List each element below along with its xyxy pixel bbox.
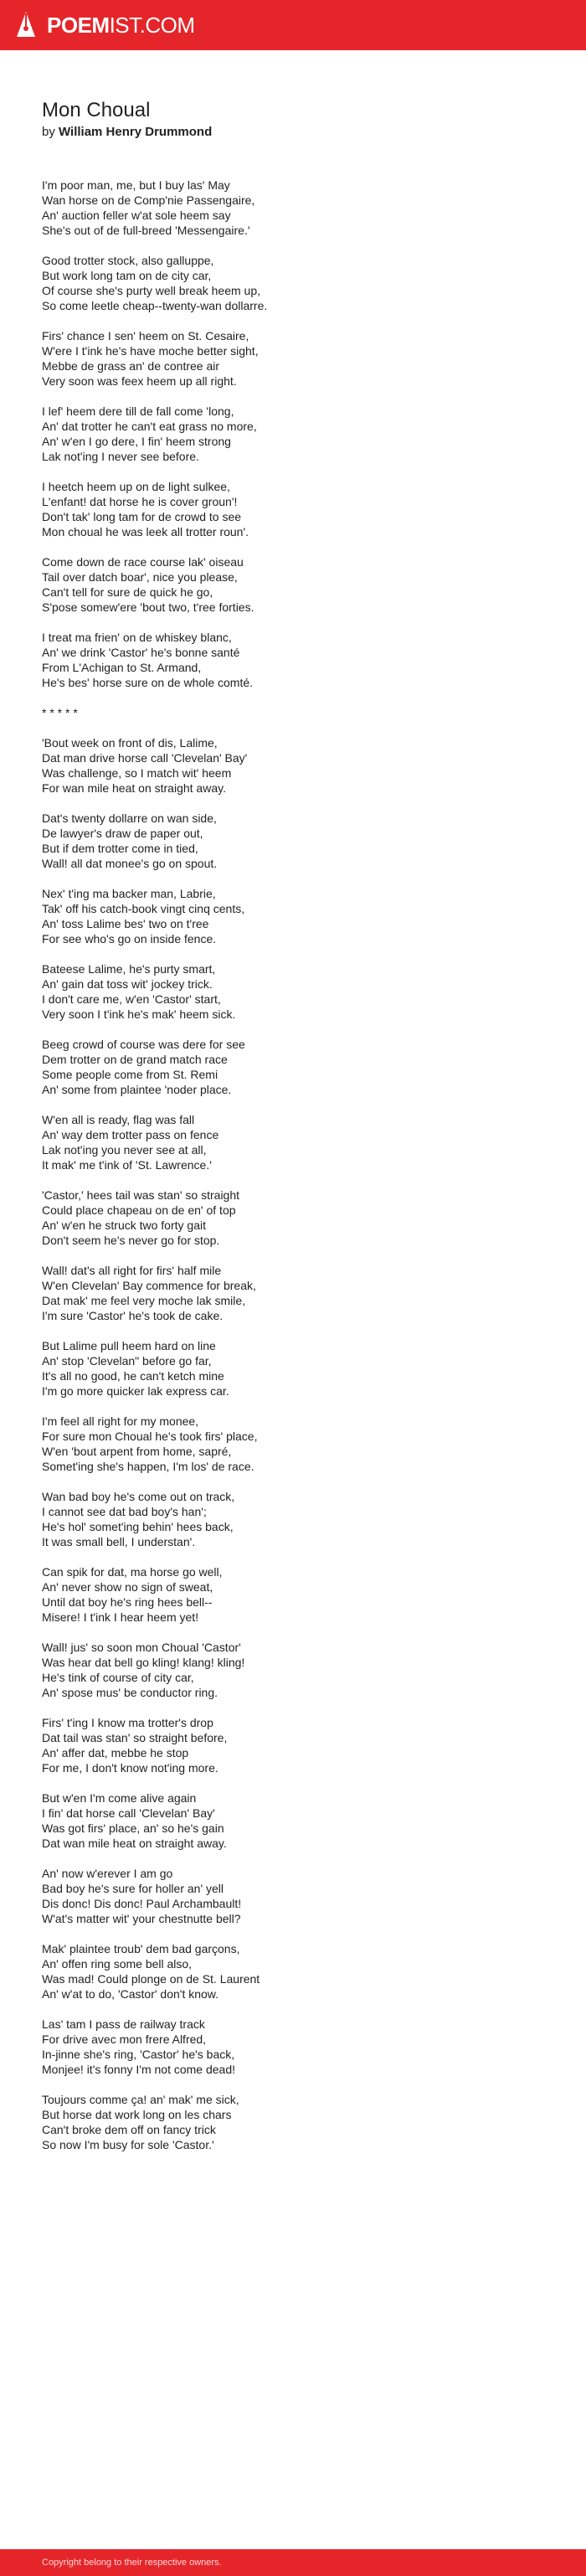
poem-line: I don't care me, w'en 'Castor' start,: [42, 992, 221, 1006]
poem-line: From L'Achigan to St. Armand,: [42, 661, 202, 674]
poem-line: Toujours comme ça! an' mak' me sick,: [42, 2093, 239, 2106]
poem-line: Bateese Lalime, he's purty smart,: [42, 962, 216, 976]
poem-line: Can spik for dat, ma horse go well,: [42, 1565, 223, 1579]
poem-line: In-jinne she's ring, 'Castor' he's back,: [42, 2048, 235, 2061]
poem-line: Good trotter stock, also galluppe,: [42, 254, 214, 267]
poem-line: Wan horse on de Comp'nie Passengaire,: [42, 193, 255, 207]
poem-line: Beeg crowd of course was dere for see: [42, 1038, 245, 1051]
poem-line: An' gain dat toss wit' jockey trick.: [42, 977, 213, 991]
poem-line: Don't tak' long tam for de crowd to see: [42, 510, 242, 523]
poem-line: Was got firs' place, an' so he's gain: [42, 1821, 224, 1835]
poem-line: Mon choual he was leek all trotter roun'.: [42, 525, 249, 538]
stanza: [42, 178, 561, 238]
poem-line: I heetch heem up on de light sulkee,: [42, 480, 230, 493]
poem-line: 'Castor,' hees tail was stan' so straight: [42, 1188, 240, 1202]
poem-line: I treat ma frien' on de whiskey blanc,: [42, 631, 232, 644]
poem-line: An' spose mus' be conductor ring.: [42, 1686, 218, 1699]
site-footer: [0, 2549, 586, 2576]
poem-line: De lawyer's draw de paper out,: [42, 827, 203, 840]
byline-prefix: by: [42, 125, 55, 139]
poem-line: Misere! I t'ink I hear heem yet!: [42, 1610, 199, 1624]
stanza: [42, 735, 561, 796]
poem-line: An' dat trotter he can't eat grass no more,: [42, 420, 257, 433]
site-header: [0, 0, 586, 50]
poem-line: Bad boy he's sure for holler an' yell: [42, 1882, 224, 1895]
stanza: [42, 961, 561, 1022]
stanza: [42, 328, 561, 389]
poem-line: I'm feel all right for my monee,: [42, 1414, 199, 1428]
poem-line: W'ere I t'ink he's have moche better sight,: [42, 344, 259, 358]
stanza: [42, 1866, 561, 1926]
poem-line: For me, I don't know not'ing more.: [42, 1761, 218, 1775]
stanza: [42, 705, 561, 720]
poem-line: Very soon was feex heem up all right.: [42, 374, 237, 388]
poem-line: Lak not'ing I never see before.: [42, 450, 199, 463]
poem-line: He's tink of course of city car,: [42, 1671, 194, 1684]
stanza: [42, 1715, 561, 1775]
poem-line: Don't seem he's never go for stop.: [42, 1234, 220, 1247]
poem-line: W'en 'bout arpent from home, sapré,: [42, 1445, 232, 1458]
poem-line: I'm sure 'Castor' he's took de cake.: [42, 1309, 224, 1322]
poem-line: It's all no good, he can't ketch mine: [42, 1369, 224, 1383]
poem-line: Come down de race course lak' oiseau: [42, 555, 244, 569]
poem-line: Can't tell for sure de quick he go,: [42, 585, 213, 599]
site-logo[interactable]: [47, 14, 195, 36]
poem-line: Was mad! Could plonge on de St. Laurent: [42, 1972, 260, 1986]
poem-line: An' never show no sign of sweat,: [42, 1580, 213, 1594]
poem-line: I lef' heem dere till de fall come 'long,: [42, 404, 234, 418]
poem-line: * * * * *: [42, 706, 78, 719]
poem-line: Dat wan mile heat on straight away.: [42, 1837, 227, 1850]
stanza: [42, 1263, 561, 1323]
stanza: [42, 404, 561, 464]
poem-line: So come leetle cheap--twenty-wan dollarre.: [42, 299, 268, 312]
poem-line: Somet'ing she's happen, I'm los' de race.: [42, 1460, 254, 1473]
poem-line: Mebbe de grass an' de contree air: [42, 359, 220, 373]
poem-line: Until dat boy he's ring hees bell--: [42, 1595, 213, 1609]
poem-line: An' now w'erever I am go: [42, 1867, 173, 1880]
pen-nib-icon[interactable]: [13, 10, 39, 40]
poem-line: But horse dat work long on les chars: [42, 2108, 232, 2121]
poem-line: Was challenge, so I match wit' heem: [42, 766, 232, 780]
poem-line: W'en Clevelan' Bay commence for break,: [42, 1279, 256, 1292]
poem-line: I cannot see dat bad boy's han';: [42, 1505, 207, 1518]
poem-line: Can't broke dem off on fancy trick: [42, 2123, 216, 2136]
poem-line: For see who's go on inside fence.: [42, 932, 217, 945]
poem-line: Firs' chance I sen' heem on St. Cesaire,: [42, 329, 249, 343]
poem-line: For sure mon Choual he's took firs' place,: [42, 1430, 258, 1443]
stanza: [42, 1112, 561, 1172]
poem-line: W'en all is ready, flag was fall: [42, 1113, 195, 1126]
poem-line: L'enfant! dat horse he is cover groun'!: [42, 495, 238, 508]
poem-line: Dat man drive horse call 'Clevelan' Bay': [42, 751, 248, 765]
poem-line: Wan bad boy he's come out on track,: [42, 1490, 235, 1503]
poem-line: Of course she's purty well break heem up,: [42, 284, 261, 297]
poem-line: Dat tail was stan' so straight before,: [42, 1731, 228, 1744]
poem-line: W'at's matter wit' your chestnutte bell?: [42, 1912, 241, 1925]
poem-line: Dem trotter on de grand match race: [42, 1053, 228, 1066]
poem-line: Dis donc! Dis donc! Paul Archambault!: [42, 1897, 242, 1910]
poem-line: For wan mile heat on straight away.: [42, 781, 226, 795]
poem-line: Was hear dat bell go kling! klang! kling!: [42, 1656, 245, 1669]
stanza: [42, 1640, 561, 1700]
byline: [42, 124, 561, 141]
poem-body: [42, 178, 561, 2152]
poem-line: Las' tam I pass de railway track: [42, 2017, 205, 2031]
poem-line: An' way dem trotter pass on fence: [42, 1128, 219, 1141]
stanza: [42, 1037, 561, 1097]
stanza: [42, 554, 561, 615]
poem-line: He's hol' somet'ing behin' hees back,: [42, 1520, 234, 1533]
poem-line: Very soon I t'ink he's mak' heem sick.: [42, 1007, 236, 1021]
stanza: [42, 1790, 561, 1851]
poem-content: [42, 99, 561, 2167]
poem-line: Wall! all dat monee's go on spout.: [42, 857, 218, 870]
stanza: [42, 1414, 561, 1474]
poem-line: Nex' t'ing ma backer man, Labrie,: [42, 887, 216, 900]
poem-line: She's out of de full-breed 'Messengaire.': [42, 224, 250, 237]
poem-line: An' we drink 'Castor' he's bonne santé: [42, 646, 240, 659]
poem-line: Lak not'ing you never see at all,: [42, 1143, 207, 1157]
poem-line: But if dem trotter come in tied,: [42, 842, 198, 855]
poem-line: Could place chapeau on de en' of top: [42, 1203, 236, 1217]
poem-line: An' auction feller w'at sole heem say: [42, 209, 231, 222]
poem-line: Wall! jus' so soon mon Choual 'Castor': [42, 1641, 241, 1654]
poem-line: Dat mak' me feel very moche lak smile,: [42, 1294, 246, 1307]
poem-title: Mon Choual: [42, 99, 151, 121]
poem-line: Monjee! it's fonny I'm not come dead!: [42, 2063, 236, 2076]
poem-line: 'Bout week on front of dis, Lalime,: [42, 736, 218, 750]
author-link[interactable]: William Henry Drummond: [59, 125, 213, 139]
poem-line: Some people come from St. Remi: [42, 1068, 218, 1081]
poem-line: I'm poor man, me, but I buy las' May: [42, 178, 230, 192]
poem-line: I'm go more quicker lak express car.: [42, 1384, 229, 1398]
poem-line: I fin' dat horse call 'Clevelan' Bay': [42, 1806, 215, 1820]
stanza: [42, 886, 561, 946]
stanza: [42, 2092, 561, 2152]
poem-line: An' toss Lalime bes' two on t'ree: [42, 917, 209, 930]
poem-line: An' w'en I go dere, I fin' heem strong: [42, 435, 231, 448]
stanza: [42, 2017, 561, 2077]
stanza: [42, 1941, 561, 2002]
logo-bold-text: POEM: [47, 13, 110, 38]
poem-line: An' some from plaintee 'noder place.: [42, 1083, 232, 1096]
poem-line: Tail over datch boar', nice you please,: [42, 570, 238, 584]
poem-line: So now I'm busy for sole 'Castor.': [42, 2138, 214, 2151]
stanza: [42, 479, 561, 539]
poem-line: Wall! dat's all right for firs' half mile: [42, 1264, 222, 1277]
poem-line: Dat's twenty dollarre on wan side,: [42, 811, 217, 825]
poem-line: But work long tam on de city car,: [42, 269, 212, 282]
poem-line: For drive avec mon frere Alfred,: [42, 2032, 207, 2046]
poem-line: An' offen ring some bell also,: [42, 1957, 193, 1971]
stanza: [42, 1489, 561, 1549]
poem-line: An' affer dat, mebbe he stop: [42, 1746, 189, 1759]
stanza: [42, 1188, 561, 1248]
poem-line: S'pose somew'ere 'bout two, t'ree forties.: [42, 600, 254, 614]
poem-line: An' w'en he struck two forty gait: [42, 1218, 206, 1232]
poem-line: An' stop 'Clevelan" before go far,: [42, 1354, 212, 1368]
poem-line: It was small bell, I understan'.: [42, 1535, 196, 1548]
poem-line: An' w'at to do, 'Castor' don't know.: [42, 1987, 219, 2001]
stanza: [42, 811, 561, 871]
poem-line: He's bes' horse sure on de whole comté.: [42, 676, 254, 689]
logo-rest-text: IST.COM: [109, 13, 195, 38]
stanza: [42, 1564, 561, 1625]
stanza: [42, 253, 561, 313]
copyright-text: Copyright belong to their respective owners.: [42, 2558, 222, 2568]
poem-line: But w'en I'm come alive again: [42, 1791, 197, 1805]
poem-line: Firs' t'ing I know ma trotter's drop: [42, 1716, 213, 1729]
poem-line: Tak' off his catch-book vingt cinq cents,: [42, 902, 245, 915]
poem-line: It mak' me t'ink of 'St. Lawrence.': [42, 1158, 212, 1172]
stanza: [42, 1338, 561, 1399]
poem-line: But Lalime pull heem hard on line: [42, 1339, 216, 1352]
poem-line: Mak' plaintee troub' dem bad garçons,: [42, 1942, 240, 1955]
stanza: [42, 630, 561, 690]
